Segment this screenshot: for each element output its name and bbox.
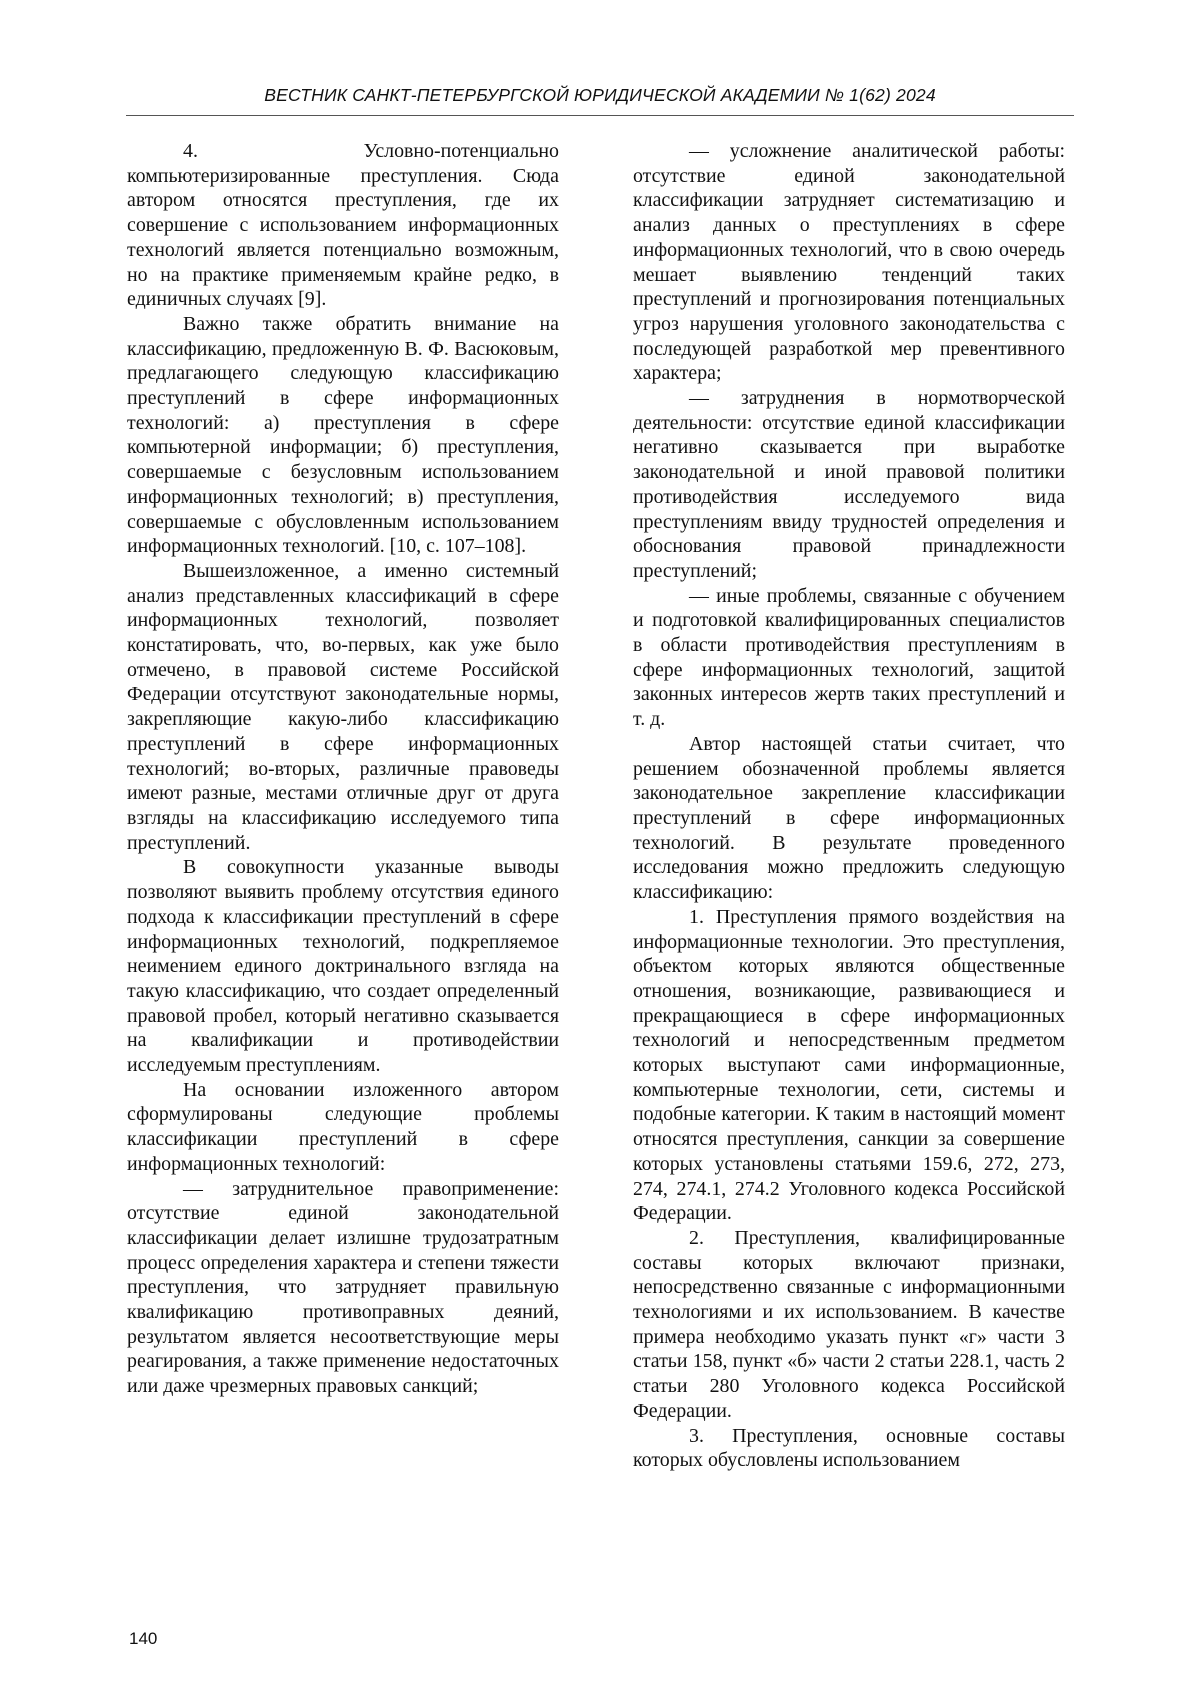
right-column xyxy=(633,139,1065,1473)
paragraph-author-solution: Автор настоящей статьи считает, что решением обозначенной проблемы является законодательное закрепление классификации преступлений в сфере информационных технологий. В результате проведенного исследования можно предложить следующую классификацию: xyxy=(633,732,1065,904)
running-header: ВЕСТНИК САНКТ-ПЕТЕРБУРГСКОЙ ЮРИДИЧЕСКОЙ АКАДЕМИИ № 1(62) 2024 xyxy=(264,85,936,105)
paragraph-class-3: 3. Преступления, основные составы которых обусловлены использованием xyxy=(633,1424,1065,1472)
paragraph-problem-law-enforcement: — затруднительное правоприменение: отсутствие единой законодательной классификации делает излишне трудозатратным процесс определения характера и степени тяжести преступления, что затрудняет правильную квалификацию противоправных деяний, результатом является несоответствующие меры реагирования, а также применение недостаточных или даже чрезмерных правовых санкций; xyxy=(127,1177,559,1398)
paragraph-class-1: 1. Преступления прямого воздействия на информационные технологии. Это преступления, объектом которых являются общественные отношения, возникающие, развивающиеся и прекращающиеся в сфере информационных технологий и непосредственным предметом которых выступают сами информационные, компьютерные технологии, сети, системы и подобные категории. К таким в настоящий момент относятся преступления, санкции за совершение которых установлены статьями 159.6, 272, 273, 274, 274.1, 274.2 Уголовного кодекса Российской Федерации. xyxy=(633,905,1065,1225)
paragraph-problems-intro: На основании изложенного автором сформулированы следующие проблемы классификации преступлений в сфере информационных технологий: xyxy=(127,1078,559,1175)
paragraph-class-2: 2. Преступления, квалифицированные составы которых включают признаки, непосредственно связанные с информационными технологиями и их использованием. В качестве примера необходимо указать пункт «г» части 3 статьи 158, пункт «б» части 2 статьи 228.1, часть 2 статьи 280 Уголовного кодекса Российской Федерации. xyxy=(633,1226,1065,1422)
header-divider xyxy=(126,115,1074,116)
paragraph-problem-analytics: — усложнение аналитической работы: отсутствие единой законодательной классификации затрудняет систематизацию и анализ данных о преступлениях в сфере информационных технологий, что в свою очередь мешает выявлению тенденций таких преступлений и прогнозирования потенциальных угроз нарушения уголовного законодательства с последующей разработкой мер превентивного характера; xyxy=(633,140,1065,385)
paragraph-item-4: 4. Условно-потенциально компьютеризированные преступления. Сюда автором относятся преступления, где их совершение с использованием информационных технологий является потенциально возможным, но на практике применяемым крайне редко, в единичных случаях [9]. xyxy=(127,140,559,311)
left-column xyxy=(127,139,559,1399)
paragraph-problem-lawmaking: — затруднения в нормотворческой деятельности: отсутствие единой классификации негативно сказывается при выработке законодательной и иной правовой политики противодействия исследуемого вида преступлениям ввиду трудностей определения и обоснования правовой принадлежности преступлений; xyxy=(633,387,1065,582)
paragraph-system-analysis: Вышеизложенное, а именно системный анализ представленных классификаций в сфере информационных технологий, позволяет констатировать, что, во-первых, как уже было отмечено, в правовой системе Российской Федерации отсутствуют законодательные нормы, закрепляющие какую-либо классификацию преступлений в сфере информационных технологий; во-вторых, различные правоведы имеют разные, местами отличные друг от друга взгляды на классификацию исследуемого типа преступлений. xyxy=(127,559,559,854)
page-number: 140 xyxy=(129,1629,158,1648)
paragraph-conclusions: В совокупности указанные выводы позволяют выявить проблему отсутствия единого подхода к классификации преступлений в сфере информационных технологий, подкрепляемое неимением единого доктринального взгляда на такую классификацию, что создает определенный правовой пробел, который негативно сказывается на квалификации и противодействии исследуемым преступлениям. xyxy=(127,856,559,1077)
paragraph-vasyukov-classification: Важно также обратить внимание на классификацию, предложенную В. Ф. Васюковым, предлагающего следующую классификацию преступлений в сфере информационных технологий: а) преступления в сфере компьютерной информации; б) преступления, совершаемые с безусловным использованием информационных технологий; в) преступления, совершаемые с обусловленным использованием информационных технологий. [10, с. 107–108]. xyxy=(127,312,559,558)
paragraph-problem-other: — иные проблемы, связанные с обучением и подготовкой квалифицированных специалистов в области противодействия преступлениям в сфере информационных технологий, защитой законных интересов жертв таких преступлений и т. д. xyxy=(633,584,1065,731)
